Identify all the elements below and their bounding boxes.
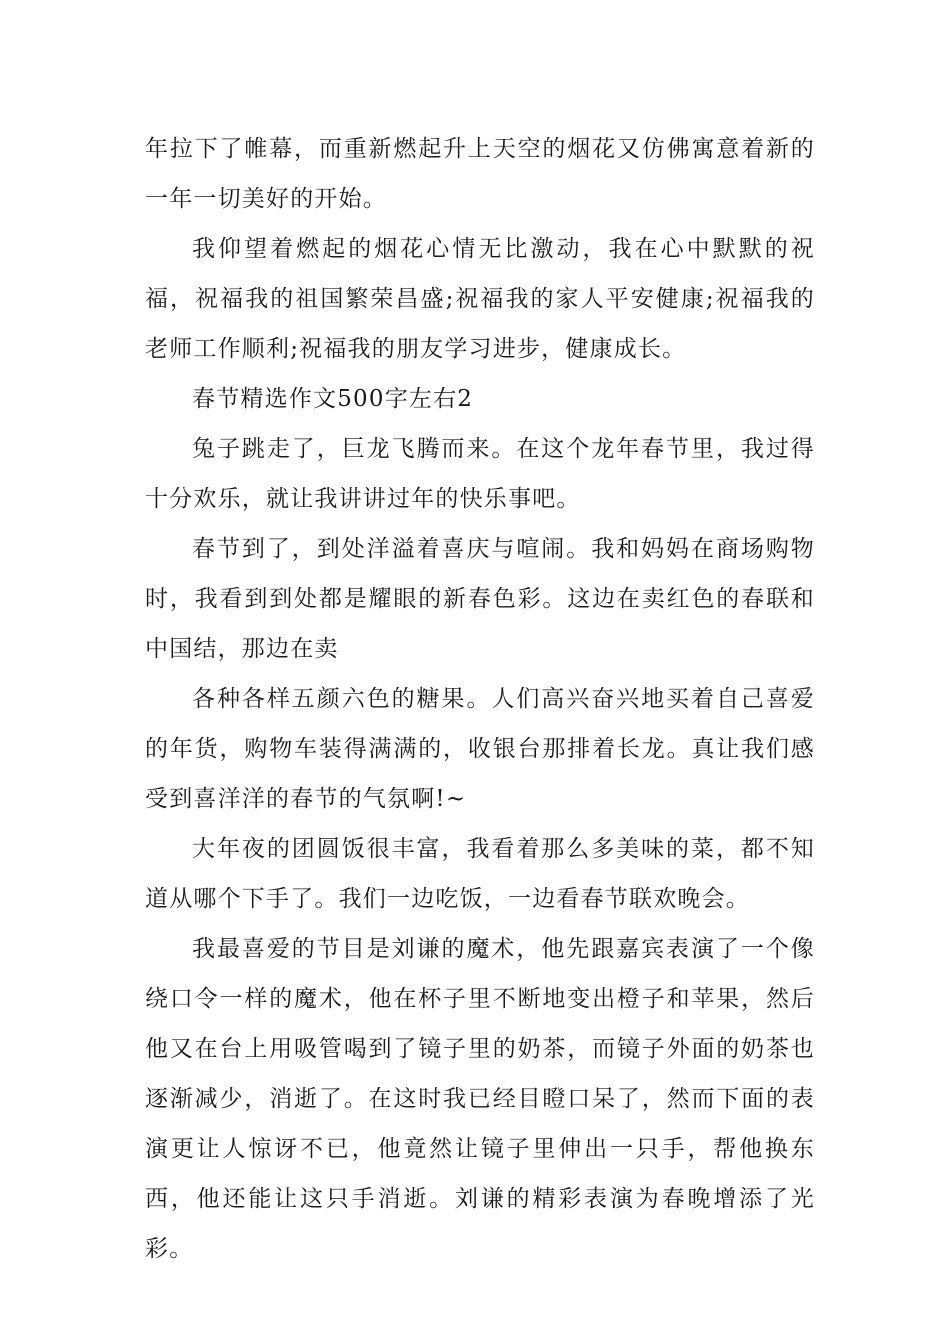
document-body [145,124,815,1274]
section-heading: 春节精选作文500字左右2 [192,386,474,412]
paragraph-7: 大年夜的团圆饭很丰富，我看着那么多美味的菜，都不知道从哪个下手了。我们一边吃饭，一边看春节联欢晚会。 [145,836,815,912]
paragraph-8: 我最喜爱的节目是刘谦的魔术，他先跟嘉宾表演了一个像绕口令一样的魔术，他在杯子里不断地变出橙子和苹果，然后他又在台上用吸管喝到了镜子里的奶茶，而镜子外面的奶茶也逐渐减少，消逝了。在这时我已经目瞪口呆了，然而下面的表演更让人惊讶不已，他竟然让镜子里伸出一只手，帮他换东西，他还能让这只手消逝。刘谦的精彩表演为春晚增添了光彩。 [145,936,815,1262]
paragraph-2: 我仰望着燃起的烟花心情无比激动，我在心中默默的祝福，祝福我的祖国繁荣昌盛;祝福我的家人平安健康;祝福我的老师工作顺利;祝福我的朋友学习进步，健康成长。 [145,236,815,362]
paragraph-6: 各种各样五颜六色的糖果。人们高兴奋兴地买着自己喜爱的年货，购物车装得满满的，收银台那排着长龙。真让我们感受到喜洋洋的春节的气氛啊!~ [145,686,815,812]
paragraph-4: 兔子跳走了，巨龙飞腾而来。在这个龙年春节里，我过得十分欢乐，就让我讲讲过年的快乐事吧。 [145,436,815,512]
paragraph-1: 年拉下了帷幕，而重新燃起升上天空的烟花又仿佛寓意着新的一年一切美好的开始。 [145,136,815,212]
paragraph-5: 春节到了，到处洋溢着喜庆与喧闹。我和妈妈在商场购物时，我看到到处都是耀眼的新春色彩。这边在卖红色的春联和中国结，那边在卖 [145,536,815,662]
